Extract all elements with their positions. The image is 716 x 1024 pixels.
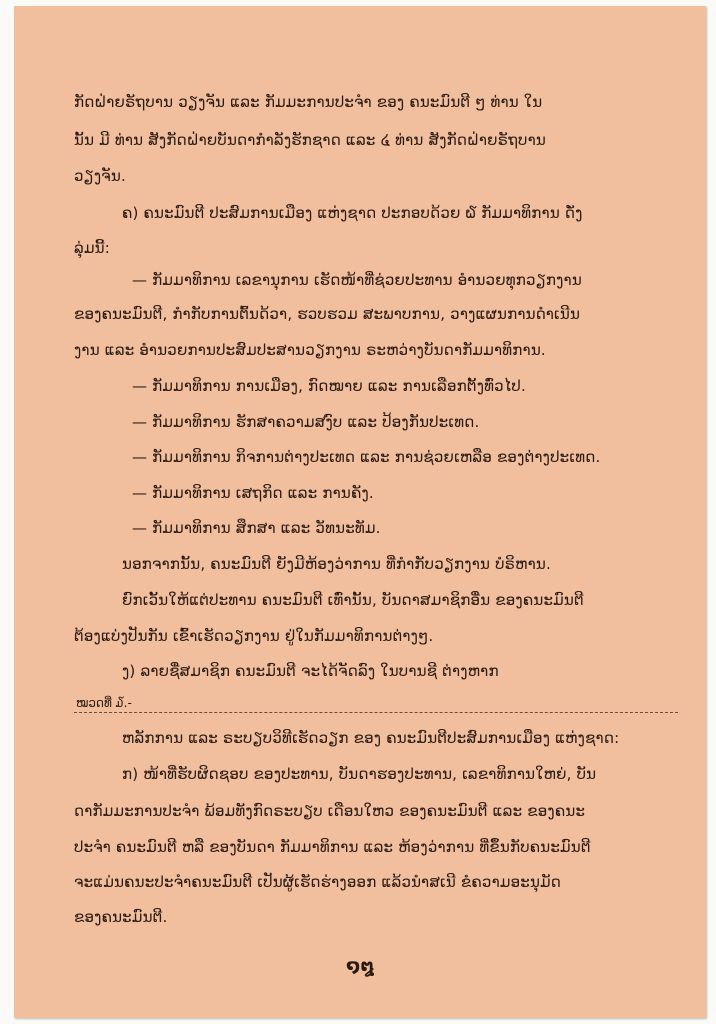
- text-line: ກ) ໜ້າທີ່ຮັບຜິດຊອບ ຂອງປະທານ, ບັນດາຮອງປະທານ, ເລຂາທິການໃຫຍ່, ບັນ: [122, 765, 597, 783]
- text-line: ນັ້ນ ມີ ທ່ານ ສັງກັດຝ່າຍບັນດາກຳລັງຮັກຊາດ ແລະ ໔ ທ່ານ ສັງກັດຝ່າຍຣັຖບານ: [74, 131, 546, 149]
- text-line: ປະຈຳ ຄນະມົນຕີ ຫລື ຂອງບັນດາ ກັມມາທິການ ແລະ ຫ້ອງວ່າການ ທີ່ຂຶ້ນກັບຄນະມົນຕີ: [74, 838, 591, 856]
- list-item: — ກັມມາທິການ ເສຖກິດ ແລະ ການຄັງ.: [132, 484, 374, 502]
- list-item: — ກັມມາທິການ ຮັກສາຄວາມສງົບ ແລະ ປ້ອງກັນປະເທດ.: [132, 413, 480, 431]
- text-line: ກັດຝ່າຍຣັຖບານ ວຽງຈັນ ແລະ ກັມມະການປະຈຳ ຂອງ ຄນະມົນຕີ ໆ ທ່ານ ໃນ: [74, 93, 543, 111]
- text-line: ລຸ່ມນີ້:: [74, 239, 111, 257]
- section-heading: ໝວດທີ່ ໓.-: [76, 696, 132, 710]
- section-divider: [74, 712, 678, 713]
- list-item: — ກັມມາທິການ ກິຈການຕ່າງປະເທດ ແລະ ການຊ່ວຍເຫລືອ ຂອງຕ່າງປະເທດ.: [132, 448, 601, 466]
- list-item: — ກັມມາທິການ ສຶກສາ ແລະ ວັທນະທັມ.: [132, 519, 381, 537]
- text-line: ງານ ແລະ ອຳນວຍການປະສົມປະສານວຽກງານ ຣະຫວ່າງບັນດາກັມມາທິການ.: [74, 341, 546, 359]
- text-line: ຄ) ຄນະມົນຕີ ປະສົມການເມືອງ ແຫ່ງຊາດ ປະກອບດ້ວຍ ໖ ກັມມາທິການ ດັ່ງ: [122, 204, 583, 222]
- text-line: ນອກຈາກນັ້ນ, ຄນະມົນຕີ ຍັງມີຫ້ອງວ່າການ ທີ່ກຳກັບວຽກງານ ບໍຣິຫານ.: [122, 555, 551, 573]
- text-line: ຂອງຄນະມົນຕີ, ກຳກັບການຕົ້ນດ້ວາ, ຮວບຮວມ ສະພາບການ, ວາງແຜນການດຳເນີນ: [74, 305, 581, 323]
- document-page: [14, 6, 706, 1018]
- list-item: — ກັມມາທິການ ການເມືອງ, ກົດໝາຍ ແລະ ການເລືອກຕັ້ງທົ່ວໄປ.: [132, 377, 526, 395]
- page-number: ໑໘: [346, 956, 374, 977]
- text-line: ງ) ລາຍຊື່ສມາຊິກ ຄນະມົນຕີ ຈະໄດ້ຈັດລົງ ໃນບານຊີ ຕ່າງຫາກ: [122, 662, 499, 680]
- text-line: ວຽງຈັນ.: [74, 167, 126, 185]
- text-line: ຍົກເວັ້ນໃຫ້ແຕ່ປະທານ ຄນະມົນຕີ ເທົ່ານັ້ນ, ບັນດາສມາຊິກອື່ນ ຂອງຄນະມົນຕີ: [122, 591, 584, 609]
- text-line: ຕ້ອງແບ່ງປັນກັນ ເຂົ້າເຮັດວຽກງານ ຢູ່ໃນກັມມາທິການຕ່າງໆ.: [74, 627, 434, 645]
- text-line: ຫລັກການ ແລະ ຣະບຽບວິທີເຮັດວຽກ ຂອງ ຄນະມົນຕີປະສົມການເມືອງ ແຫ່ງຊາດ:: [122, 729, 620, 747]
- text-line: ດາກັມມະການປະຈຳ ພ້ອມທັງກົດຣະບຽບ ເດືອນໃຫວ ຂອງຄນະມົນຕີ ແລະ ຂອງຄນະ: [74, 802, 586, 820]
- text-line: ຈະແມ່ນຄນະປະຈຳຄນະມົນຕີ ເປັນຜູ້ເຮັດຮ່າງອອກ ແລ້ວນຳສເນີ ຂໍຄວາມອະນຸມັດ: [74, 873, 562, 891]
- list-item: — ກັມມາທິການ ເລຂານຸການ ເຮັດໜ້າທີ່ຊ່ວຍປະທານ ອຳນວຍທຸກວຽກງານ: [132, 271, 582, 289]
- text-line: ຂອງຄນະມົນຕີ.: [74, 908, 168, 926]
